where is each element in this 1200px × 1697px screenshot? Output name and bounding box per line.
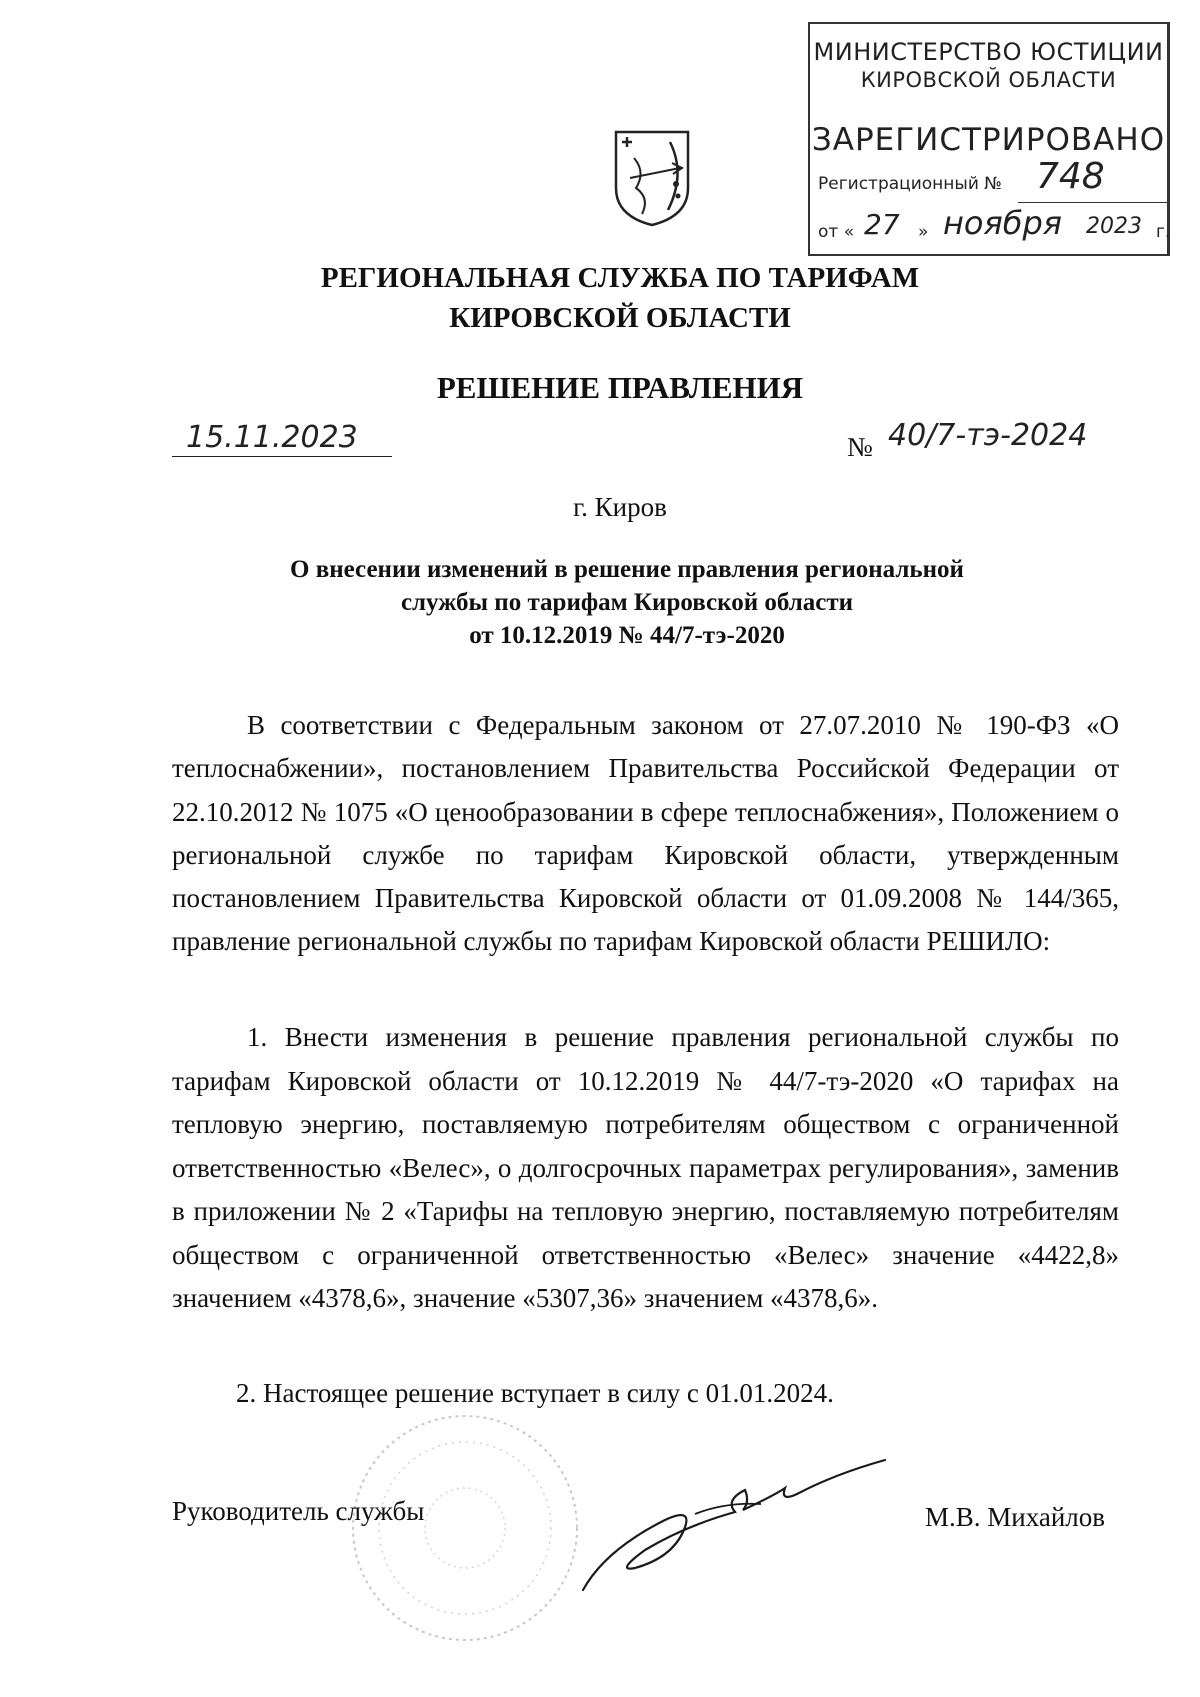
body-paragraph-item2: 2. Настоящее решение вступает в силу с 01.01.2024. <box>236 1378 834 1408</box>
stamp-date-mid: » <box>918 222 929 242</box>
document-number: 40/7-тэ-2024 <box>888 418 1088 453</box>
signatory-name: М.В. Михайлов <box>925 1502 1106 1532</box>
stamp-org-line1: МИНИСТЕРСТВО ЮСТИЦИИ <box>813 38 1164 66</box>
stamp-org-line2: КИРОВСКОЙ ОБЛАСТИ <box>860 68 1117 92</box>
city: г. Киров <box>573 492 667 522</box>
org-title-line1: РЕГИОНАЛЬНАЯ СЛУЖБА ПО ТАРИФАМ <box>320 262 920 294</box>
document-date: 15.11.2023 <box>186 420 358 455</box>
registration-stamp <box>808 22 1170 256</box>
stamp-date-prefix: от « <box>818 222 855 242</box>
stamp-reg-row <box>818 156 1148 197</box>
date-underline <box>172 456 392 457</box>
signatory-position: Руководитель службы <box>172 1496 425 1526</box>
stamp-reg-underline <box>1018 202 1168 203</box>
stamp-date-month: ноября <box>943 204 1063 242</box>
stamp-reg-number: 748 <box>1036 156 1105 197</box>
subject-line2: службы по тарифам Кировской области <box>400 589 854 616</box>
subject-line3: от 10.12.2019 № 44/7-тэ-2020 <box>469 622 785 649</box>
stamp-date-suffix: г. <box>1156 222 1171 242</box>
handwritten-signature-icon <box>575 1440 895 1600</box>
org-title-line2: КИРОВСКОЙ ОБЛАСТИ <box>449 302 791 334</box>
document-type: РЕШЕНИЕ ПРАВЛЕНИЯ <box>436 370 804 405</box>
kirov-coat-of-arms-icon <box>612 128 692 228</box>
stamp-date-year: 2023 <box>1086 214 1142 239</box>
subject-line1: О внесении изменений в решение правления региональной <box>290 556 964 583</box>
body-paragraph-preamble: В соответствии с Федеральным законом от 27.07.2010 № 190-ФЗ «О теплоснабжении», постановлением Правительства Российской Федерации от 22.10.2012 № 1075 «О ценообразовании в сфере теплоснабжения», Положением о региональной службе по тарифам Кировской области, утвержденным постановлением Правительства Кировской области от 01.09.2008 № 144/365, правление региональной службы по тарифам Кировской области РЕШИЛО: <box>172 710 1119 957</box>
body-paragraph-item1: 1. Внести изменения в решение правления региональной службы по тарифам Кировской области от 10.12.2019 № 44/7-тэ-2020 «О тарифах на тепловую энергию, поставляемую потребителям обществом с ограниченной ответственностью «Велес», о долгосрочных параметрах регулирования», заменив в приложении № 2 «Тарифы на тепловую энергию, поставляемую потребителям обществом с ограниченной ответственностью «Велес» значение «4422,8» значением «4378,6», значение «5307,36» значением «4378,6». <box>172 1022 1119 1313</box>
stamp-reg-label: Регистрационный № <box>818 174 1002 194</box>
stamp-date-day: 27 <box>864 208 900 241</box>
stamp-date-row <box>818 204 1171 242</box>
official-seal-icon <box>345 1408 585 1648</box>
stamp-status: ЗАРЕГИСТРИРОВАНО <box>811 122 1166 158</box>
number-sign: № <box>847 432 873 462</box>
